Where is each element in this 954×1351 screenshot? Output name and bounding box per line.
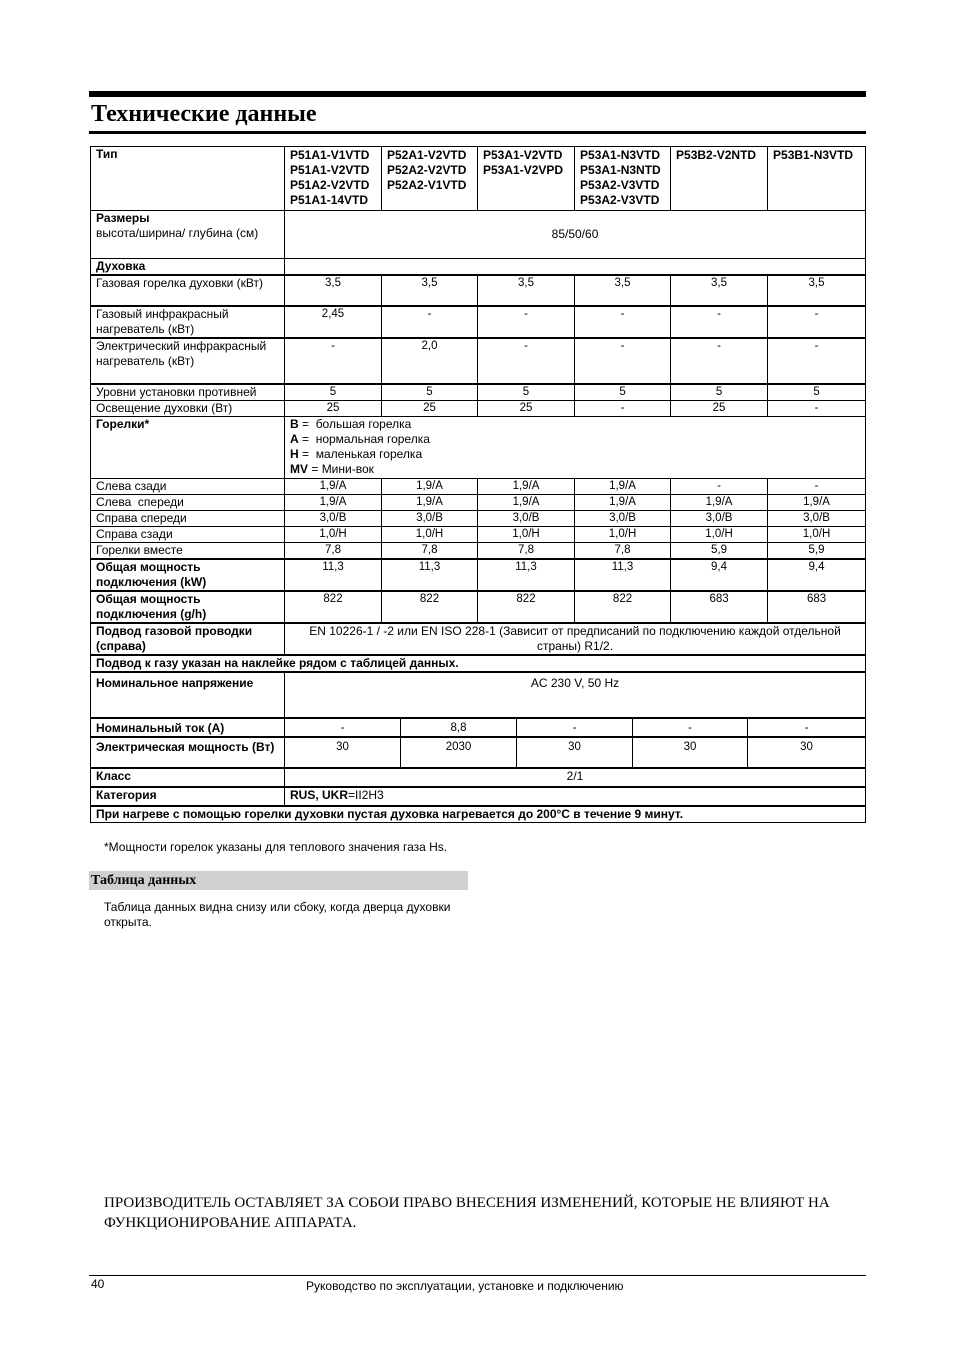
table-row <box>91 401 866 417</box>
voltage-row <box>91 672 866 718</box>
cell-value: - <box>671 338 768 384</box>
cell-value: 3,0/B <box>671 511 768 527</box>
heating-note-row <box>91 806 866 823</box>
data-table-text: Таблица данных видна снизу или сбоку, когда дверца духовки открыта. <box>104 900 451 929</box>
cell-value: 7,8 <box>575 543 671 560</box>
table-row <box>91 559 866 591</box>
type-label: Тип <box>91 147 285 211</box>
burner-footnote: *Мощности горелок указаны для теплового значения газа Hs. <box>104 840 448 854</box>
cell-value: - <box>285 338 382 384</box>
cell-value: 25 <box>285 401 382 417</box>
cell-value: 5,9 <box>768 543 866 560</box>
cell-value: - <box>478 306 575 338</box>
table-row <box>91 543 866 560</box>
row-label: Электрический инфракрасный нагреватель (кВт) <box>91 338 285 384</box>
class-value: 2/1 <box>285 768 866 787</box>
cell-value: 3,0/B <box>382 511 478 527</box>
cell-value: 1,0/H <box>285 527 382 543</box>
cell-value: 5 <box>478 384 575 401</box>
row-label: Слева сзади <box>91 479 285 495</box>
cell-value: 3,5 <box>575 275 671 306</box>
cell-value: - <box>768 401 866 417</box>
row-label: Газовый инфракрасный нагреватель (кВт) <box>91 306 285 338</box>
row-label: Электрическая мощность (Вт) <box>91 737 285 768</box>
model-cell-2 <box>382 147 478 211</box>
cell-value: 1,0/H <box>382 527 478 543</box>
cell-value: 25 <box>382 401 478 417</box>
cell-value: 3,0/B <box>575 511 671 527</box>
table-row <box>91 306 866 338</box>
model-name: P53B1-N3VTD <box>773 148 854 162</box>
gas-connection-label: Подвод газовой проводки (справа) <box>91 623 285 655</box>
cell-value: 1,9/A <box>768 495 866 511</box>
dimensions-row <box>91 211 866 259</box>
table-row <box>91 527 866 543</box>
cell-value: 30 <box>285 737 401 768</box>
row-label: Уровни установки противней <box>91 384 285 401</box>
gas-note: Подвод к газу указан на наклейке рядом с таблицей данных. <box>91 655 866 672</box>
model-name: P53A2-V3VTD <box>580 193 660 207</box>
cell-value: 1,9/A <box>478 495 575 511</box>
dimensions-label-rest: высота/ширина/ глубина (см) <box>96 226 259 240</box>
title-underline <box>89 131 866 134</box>
legend-line: A = нормальная горелка <box>290 432 430 446</box>
cell-value: 822 <box>382 591 478 623</box>
cell-value: 11,3 <box>285 559 382 591</box>
oven-section-row <box>91 259 866 276</box>
cell-value: 1,9/A <box>382 495 478 511</box>
row-label: Слева спереди <box>91 495 285 511</box>
oven-section-empty <box>285 259 866 276</box>
legend-line: B = большая горелка <box>290 417 412 431</box>
table-row <box>91 338 866 384</box>
cell-value: 822 <box>575 591 671 623</box>
data-table-heading: Таблица данных <box>89 871 468 890</box>
dimensions-value: 85/50/60 <box>285 211 866 259</box>
cell-value: 3,0/B <box>768 511 866 527</box>
cell-value: - <box>575 401 671 417</box>
model-cell-1 <box>285 147 382 211</box>
voltage-value: AC 230 V, 50 Hz <box>285 672 866 718</box>
model-name: P51A1-14VTD <box>290 193 369 207</box>
cell-value: 5,9 <box>671 543 768 560</box>
cell-value: 1,0/H <box>575 527 671 543</box>
top-rule <box>89 91 866 97</box>
cell-value: 5 <box>382 384 478 401</box>
cell-value: 5 <box>575 384 671 401</box>
cell-value: 11,3 <box>478 559 575 591</box>
cell-value: - <box>768 338 866 384</box>
cell-value: 1,9/A <box>382 479 478 495</box>
cell-value: 30 <box>748 737 866 768</box>
model-name: P53A1-V2VPD <box>483 163 564 177</box>
model-name: P51A2-V2VTD <box>290 178 370 192</box>
model-cell-6 <box>768 147 866 211</box>
cell-value: - <box>671 479 768 495</box>
model-cell-3 <box>478 147 575 211</box>
cell-value: 2,0 <box>382 338 478 384</box>
table-row <box>91 737 866 768</box>
class-row <box>91 768 866 787</box>
cell-value: - <box>748 718 866 737</box>
burners-legend-row <box>91 417 866 479</box>
cell-value: - <box>478 338 575 384</box>
category-label: Категория <box>91 787 285 806</box>
dimensions-label <box>91 211 285 259</box>
cell-value: - <box>575 306 671 338</box>
cell-value: 1,0/H <box>768 527 866 543</box>
model-name: P51A1-V1VTD <box>290 148 370 162</box>
class-label: Класс <box>91 768 285 787</box>
cell-value: 5 <box>671 384 768 401</box>
cell-value: 7,8 <box>478 543 575 560</box>
table-row <box>91 495 866 511</box>
model-name: P53A1-N3VTD <box>580 148 661 162</box>
cell-value: - <box>382 306 478 338</box>
cell-value: 30 <box>517 737 633 768</box>
model-name: P53A1-V2VTD <box>483 148 563 162</box>
model-cell-4 <box>575 147 671 211</box>
cell-value: - <box>633 718 748 737</box>
cell-value: 1,9/A <box>285 495 382 511</box>
cell-value: 1,9/A <box>575 479 671 495</box>
cell-value: 2,45 <box>285 306 382 338</box>
cell-value: 822 <box>285 591 382 623</box>
oven-section-label: Духовка <box>91 259 285 276</box>
cell-value: 683 <box>768 591 866 623</box>
cell-value: - <box>671 306 768 338</box>
cell-value: - <box>517 718 633 737</box>
category-row <box>91 787 866 806</box>
cell-value: 3,5 <box>285 275 382 306</box>
category-value-rest: =II2H3 <box>348 788 384 802</box>
cell-value: 1,9/A <box>478 479 575 495</box>
row-label: Газовая горелка духовки (кВт) <box>91 275 285 306</box>
model-name: P53B2-V2NTD <box>676 148 757 162</box>
burners-legend <box>285 417 866 479</box>
voltage-label: Номинальное напряжение <box>91 672 285 718</box>
gas-connection-value: EN 10226-1 / -2 или EN ISO 228-1 (Зависит от предписаний по подключению каждой отдельной страны) R1/2. <box>285 623 866 655</box>
header-row <box>91 147 866 211</box>
dimensions-label-bold: Размеры <box>96 211 150 225</box>
cell-value: 3,5 <box>382 275 478 306</box>
table-row <box>91 275 866 306</box>
model-name: P52A1-V2VTD <box>387 148 467 162</box>
cell-value: 7,8 <box>285 543 382 560</box>
cell-value: - <box>575 338 671 384</box>
model-name: P51A1-V2VTD <box>290 163 370 177</box>
cell-value: 25 <box>671 401 768 417</box>
table-row <box>91 718 866 737</box>
cell-value: 1,0/H <box>478 527 575 543</box>
cell-value: - <box>768 479 866 495</box>
cell-value: 2030 <box>401 737 517 768</box>
cell-value: 3,5 <box>478 275 575 306</box>
burners-label: Горелки* <box>91 417 285 479</box>
row-label: Номинальный ток (A) <box>91 718 285 737</box>
table-row <box>91 591 866 623</box>
cell-value: 7,8 <box>382 543 478 560</box>
heating-note: При нагреве с помощью горелки духовки пустая духовка нагревается до 200°C в течение 9 минут. <box>91 806 866 823</box>
cell-value: 1,0/H <box>671 527 768 543</box>
gas-connection-row <box>91 623 866 655</box>
row-label: Горелки вместе <box>91 543 285 560</box>
footer-rule <box>89 1275 866 1276</box>
cell-value: 30 <box>633 737 748 768</box>
cell-value: 5 <box>768 384 866 401</box>
table-row <box>91 511 866 527</box>
page-title: Технические данные <box>91 101 317 127</box>
model-name: P53A1-N3NTD <box>580 163 661 177</box>
legend-line: H = маленькая горелка <box>290 447 423 461</box>
page-number: 40 <box>91 1277 105 1291</box>
cell-value: 3,0/B <box>478 511 575 527</box>
cell-value: - <box>768 306 866 338</box>
cell-value: 3,0/B <box>285 511 382 527</box>
cell-value: 683 <box>671 591 768 623</box>
cell-value: 25 <box>478 401 575 417</box>
cell-value: 9,4 <box>768 559 866 591</box>
cell-value: 3,5 <box>768 275 866 306</box>
cell-value: 5 <box>285 384 382 401</box>
cell-value: 8,8 <box>401 718 517 737</box>
cell-value: 11,3 <box>382 559 478 591</box>
row-label: Справа сзади <box>91 527 285 543</box>
table-row <box>91 384 866 401</box>
table-row <box>91 479 866 495</box>
cell-value: 3,5 <box>671 275 768 306</box>
manufacturer-disclaimer: ПРОИЗВОДИТЕЛЬ ОСТАВЛЯЕТ ЗА СОБОИ ПРАВО ВНЕСЕНИЯ ИЗМЕНЕНИЙ, КОТОРЫЕ НЕ ВЛИЯЮТ НА ФУНКЦИОНИРОВАНИЕ АППАРАТА. <box>104 1195 830 1231</box>
footer-text: Руководство по эксплуатации, установке и подключению <box>306 1279 624 1293</box>
spec-table <box>90 146 866 823</box>
row-label: Справа спереди <box>91 511 285 527</box>
cell-value: 1,9/A <box>575 495 671 511</box>
model-name: P53A2-V3VTD <box>580 178 660 192</box>
row-label: Общая мощность подключения (kW) <box>91 559 285 591</box>
cell-value: 1,9/A <box>671 495 768 511</box>
gas-note-row <box>91 655 866 672</box>
model-cell-5 <box>671 147 768 211</box>
cell-value: - <box>285 718 401 737</box>
cell-value: 1,9/A <box>285 479 382 495</box>
row-label: Общая мощность подключения (g/h) <box>91 591 285 623</box>
model-name: P52A2-V1VTD <box>387 178 467 192</box>
cell-value: 9,4 <box>671 559 768 591</box>
cell-value: 11,3 <box>575 559 671 591</box>
model-name: P52A2-V2VTD <box>387 163 467 177</box>
cell-value: 822 <box>478 591 575 623</box>
category-value-bold: RUS, UKR <box>290 788 349 802</box>
legend-line: MV = Мини-вок <box>290 462 374 476</box>
row-label: Освещение духовки (Вт) <box>91 401 285 417</box>
category-value <box>285 787 866 806</box>
